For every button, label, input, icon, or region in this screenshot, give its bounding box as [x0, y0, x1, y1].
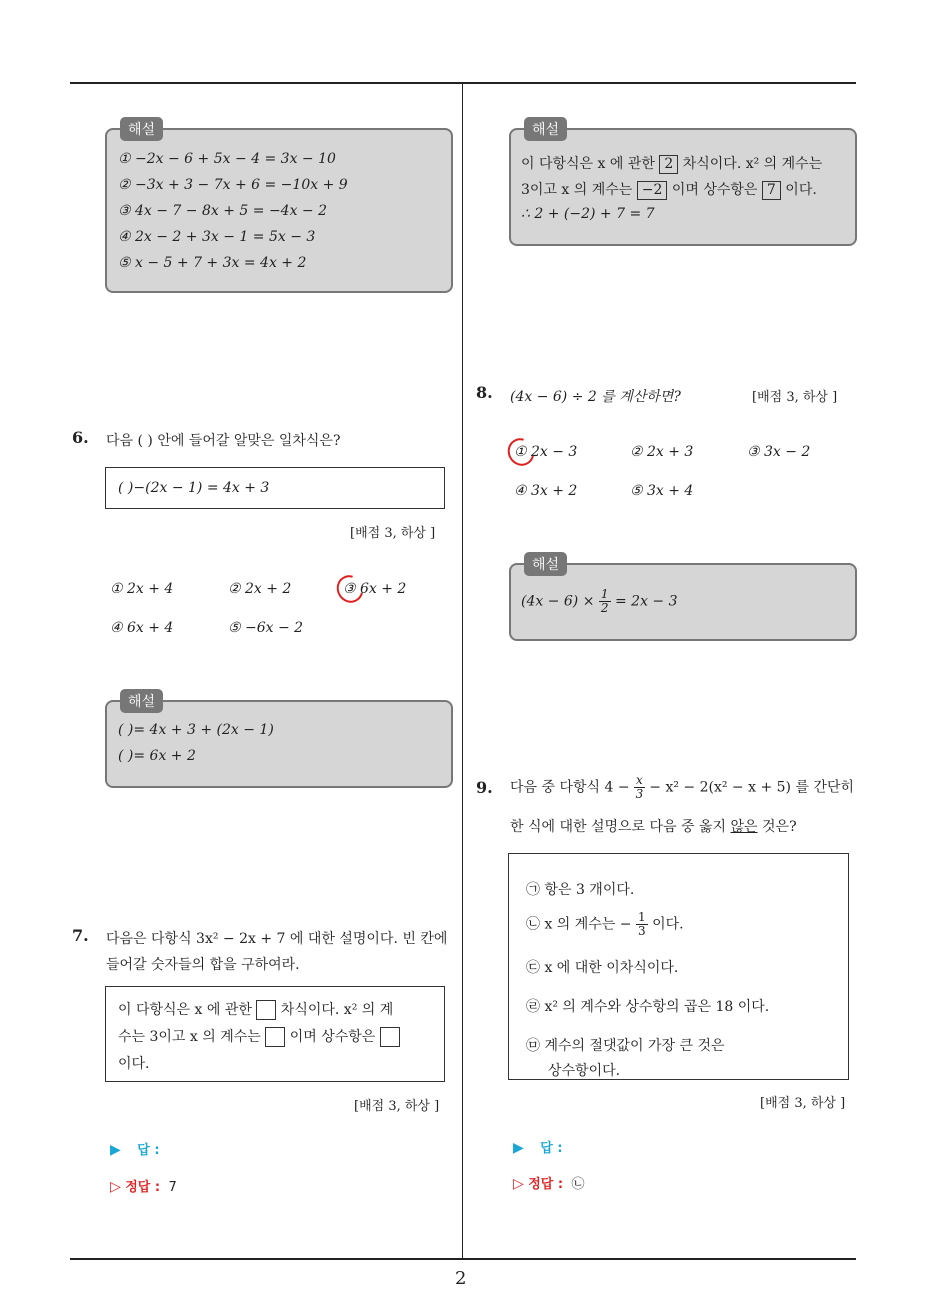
- question-text: (4x − 6) ÷ 2 를 계산하면?: [510, 389, 681, 405]
- statement-b: [526, 911, 684, 938]
- question-number: 9.: [476, 778, 493, 797]
- score-label: [배점 3, 하상 ]: [760, 1096, 846, 1111]
- explanation-line: [521, 588, 678, 615]
- fraction-numerator: x: [636, 773, 643, 787]
- selected-answer-mark: [332, 570, 369, 607]
- explanation-text: 차식이다. x² 의 계수는: [682, 156, 823, 172]
- correct-answer-label: 정답 :: [528, 1177, 564, 1192]
- question-text: 한 식에 대한 설명으로 다음 중 옳지: [510, 819, 727, 835]
- question-text: 다음 중 다항식 4 −: [510, 779, 630, 796]
- play-icon: ▶: [513, 1140, 524, 1156]
- statement-text: 이다.: [652, 916, 684, 933]
- correct-answer-value: 7: [168, 1180, 177, 1195]
- fraction: [599, 588, 611, 615]
- score-label: [배점 3, 하상 ]: [752, 390, 838, 405]
- question-text: 다음은 다항식 3x² − 2x + 7 에 대한 설명이다. 빈 칸에: [106, 931, 448, 947]
- fraction-numerator: 1: [600, 587, 609, 601]
- filled-box: 2: [659, 155, 678, 174]
- box-text: 수는 3이고 x 의 계수는: [118, 1029, 261, 1045]
- choice-5[interactable]: ⑤ −6x − 2: [228, 620, 304, 636]
- question-text: 다음 ( ) 안에 들어갈 알맞은 일차식은?: [106, 433, 341, 449]
- fraction-denominator: 3: [635, 787, 644, 801]
- explanation-line: [521, 179, 817, 200]
- question-number: 6.: [72, 428, 89, 447]
- blank-box: [256, 1000, 276, 1020]
- play-outline-icon: ▷: [110, 1179, 121, 1195]
- score-label: [배점 3, 하상 ]: [350, 526, 436, 541]
- blank-box: [265, 1027, 285, 1047]
- question-box-line: [118, 999, 393, 1020]
- score-label: [배점 3, 하상 ]: [354, 1099, 440, 1114]
- statement-d: ㉣ x² 의 계수와 상수항의 곱은 18 이다.: [526, 999, 770, 1015]
- fraction: [634, 774, 645, 801]
- fraction: [636, 911, 648, 938]
- correct-answer-label: 정답 :: [125, 1180, 161, 1195]
- explanation-line: ( )= 6x + 2: [118, 748, 196, 764]
- question-text-underlined: 않은: [730, 819, 758, 835]
- bottom-rule: [70, 1258, 856, 1260]
- box-text: 차식이다. x² 의 계: [280, 1002, 394, 1018]
- choice-3[interactable]: ③ 3x − 2: [747, 444, 811, 460]
- question-box-line: [118, 1026, 400, 1047]
- fraction-denominator: 2: [600, 601, 609, 615]
- question-number: 8.: [476, 383, 493, 402]
- explanation-line: ⑤ x − 5 + 7 + 3x = 4x + 2: [118, 255, 307, 271]
- box-text: 이다.: [118, 1056, 150, 1072]
- column-divider: [462, 84, 463, 1259]
- explanation-box-q6: [105, 700, 453, 788]
- top-rule: [70, 82, 856, 84]
- explanation-line: ④ 2x − 2 + 3x − 1 = 5x − 3: [118, 229, 316, 245]
- explanation-text: 이다.: [785, 182, 817, 198]
- explanation-text: 이며 상수항은: [671, 182, 758, 198]
- filled-box: 7: [762, 181, 781, 200]
- explanation-line: ∴ 2 + (−2) + 7 = 7: [521, 206, 655, 222]
- selected-answer-mark: [503, 433, 540, 470]
- explanation-text: 이 다항식은 x 에 관한: [521, 156, 655, 172]
- explanation-text: = 2x − 3: [615, 593, 678, 610]
- explanation-tag: 해설: [120, 117, 163, 141]
- explanation-line: [521, 153, 822, 174]
- blank-box: [380, 1027, 400, 1047]
- statement-a: ㉠ 항은 3 개이다.: [526, 882, 635, 898]
- answer-row[interactable]: [513, 1137, 563, 1156]
- answer-label: 답 :: [540, 1141, 563, 1156]
- play-outline-icon: ▷: [513, 1176, 524, 1192]
- explanation-tag: 해설: [524, 117, 567, 141]
- filled-box: −2: [637, 181, 668, 200]
- correct-answer-row: [110, 1176, 177, 1195]
- explanation-text: 3이고 x 의 계수는: [521, 182, 633, 198]
- explanation-tag: 해설: [524, 552, 567, 576]
- choice-5[interactable]: ⑤ 3x + 4: [630, 483, 694, 499]
- correct-answer-row: [513, 1173, 585, 1192]
- explanation-text: (4x − 6) ×: [521, 593, 595, 610]
- question-text: 들어갈 숫자들의 합을 구하여라.: [106, 957, 300, 973]
- choice-2[interactable]: ② 2x + 3: [630, 444, 694, 460]
- choice-4[interactable]: ④ 3x + 2: [514, 483, 578, 499]
- choice-2[interactable]: ② 2x + 2: [228, 581, 292, 597]
- explanation-line: ( )= 4x + 3 + (2x − 1): [118, 722, 274, 738]
- box-text: 이 다항식은 x 에 관한: [118, 1002, 252, 1018]
- page-number: 2: [455, 1268, 467, 1289]
- question-text: 것은?: [762, 819, 797, 835]
- box-text: 이며 상수항은: [289, 1029, 376, 1045]
- statement-e: ㉤ 계수의 절댓값이 가장 큰 것은: [526, 1038, 725, 1054]
- explanation-line: ③ 4x − 7 − 8x + 5 = −4x − 2: [118, 203, 328, 219]
- explanation-line: ① −2x − 6 + 5x − 4 = 3x − 10: [118, 151, 336, 167]
- answer-label: 답 :: [137, 1143, 160, 1158]
- fraction-numerator: 1: [637, 910, 646, 924]
- explanation-line: ② −3x + 3 − 7x + 6 = −10x + 9: [118, 177, 348, 193]
- question-text-line: [510, 774, 854, 801]
- play-icon: ▶: [110, 1142, 121, 1158]
- question-number: 7.: [72, 926, 89, 945]
- explanation-tag: 해설: [120, 689, 163, 713]
- choice-1[interactable]: ① 2x + 4: [110, 581, 174, 597]
- question-box-text: ( )−(2x − 1) = 4x + 3: [118, 480, 270, 496]
- choice-1[interactable]: ① 2x − 3: [514, 444, 578, 460]
- statement-c: ㉢ x 에 대한 이차식이다.: [526, 960, 679, 976]
- statement-text: ㉡ x 의 계수는 −: [526, 916, 632, 933]
- choice-4[interactable]: ④ 6x + 4: [110, 620, 174, 636]
- statement-e-cont: 상수항이다.: [548, 1063, 621, 1079]
- question-text: − x² − 2(x² − x + 5) 를 간단히: [649, 779, 855, 796]
- choice-3[interactable]: ③ 6x + 2: [343, 581, 407, 597]
- question-text-line: [510, 816, 797, 836]
- answer-row[interactable]: [110, 1139, 160, 1158]
- fraction-denominator: 3: [637, 924, 646, 938]
- correct-answer-value: ㉡: [571, 1177, 585, 1192]
